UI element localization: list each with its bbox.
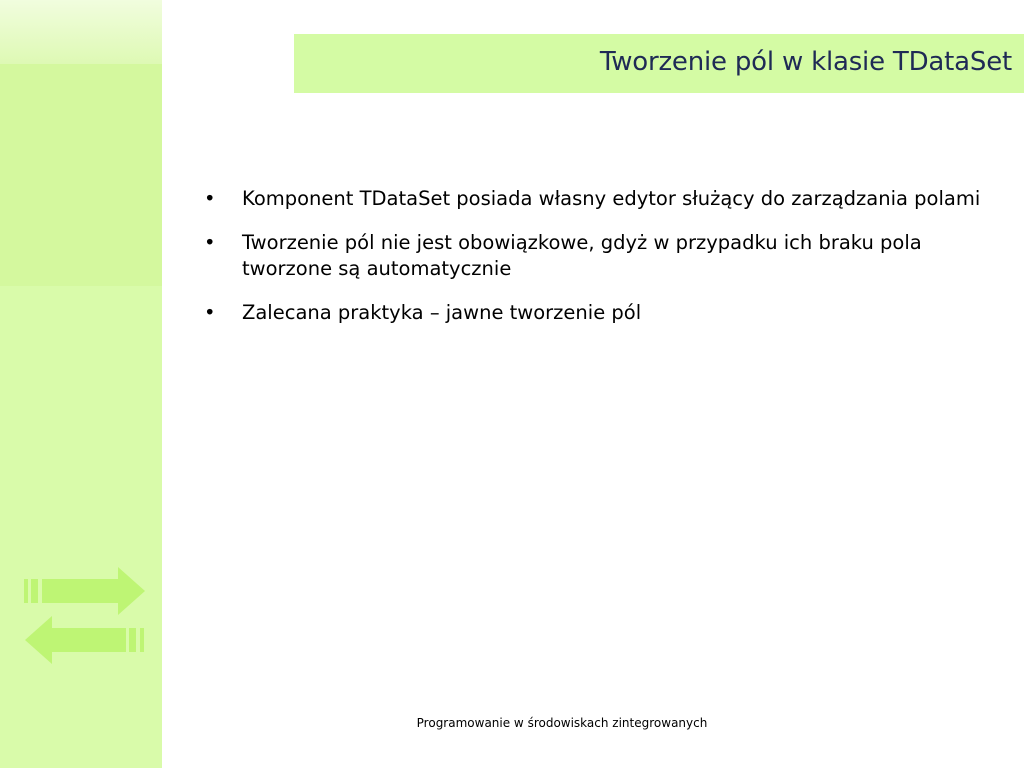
slide-footer: Programowanie w środowiskach zintegrowanych <box>416 716 708 730</box>
sidebar-mid-band <box>0 64 162 286</box>
bullet-text: Zalecana praktyka – jawne tworzenie pól <box>242 301 642 324</box>
bullet-list <box>202 186 1002 326</box>
title-bar <box>294 34 1024 93</box>
bullet-item <box>202 230 1002 282</box>
bullet-text: Tworzenie pól nie jest obowiązkowe, gdyż w przypadku ich braku pola tworzone są automatycznie <box>242 231 922 280</box>
sidebar-top-band <box>0 0 162 64</box>
bullet-text: Komponent TDataSet posiada własny edytor służący do zarządzania polami <box>242 187 981 210</box>
arrow-right-icon[interactable] <box>24 567 145 615</box>
slide-content <box>202 186 1002 344</box>
bullet-item <box>202 300 1002 326</box>
bullet-marker: • <box>204 301 216 324</box>
slide-title: Tworzenie pól w klasie TDataSet <box>599 47 1012 77</box>
navigation-arrows <box>22 566 148 666</box>
bullet-item <box>202 186 1002 212</box>
arrow-left-icon[interactable] <box>25 616 144 664</box>
bullet-marker: • <box>204 231 216 254</box>
navigation-arrows-graphic <box>22 566 148 666</box>
bullet-marker: • <box>204 187 216 210</box>
